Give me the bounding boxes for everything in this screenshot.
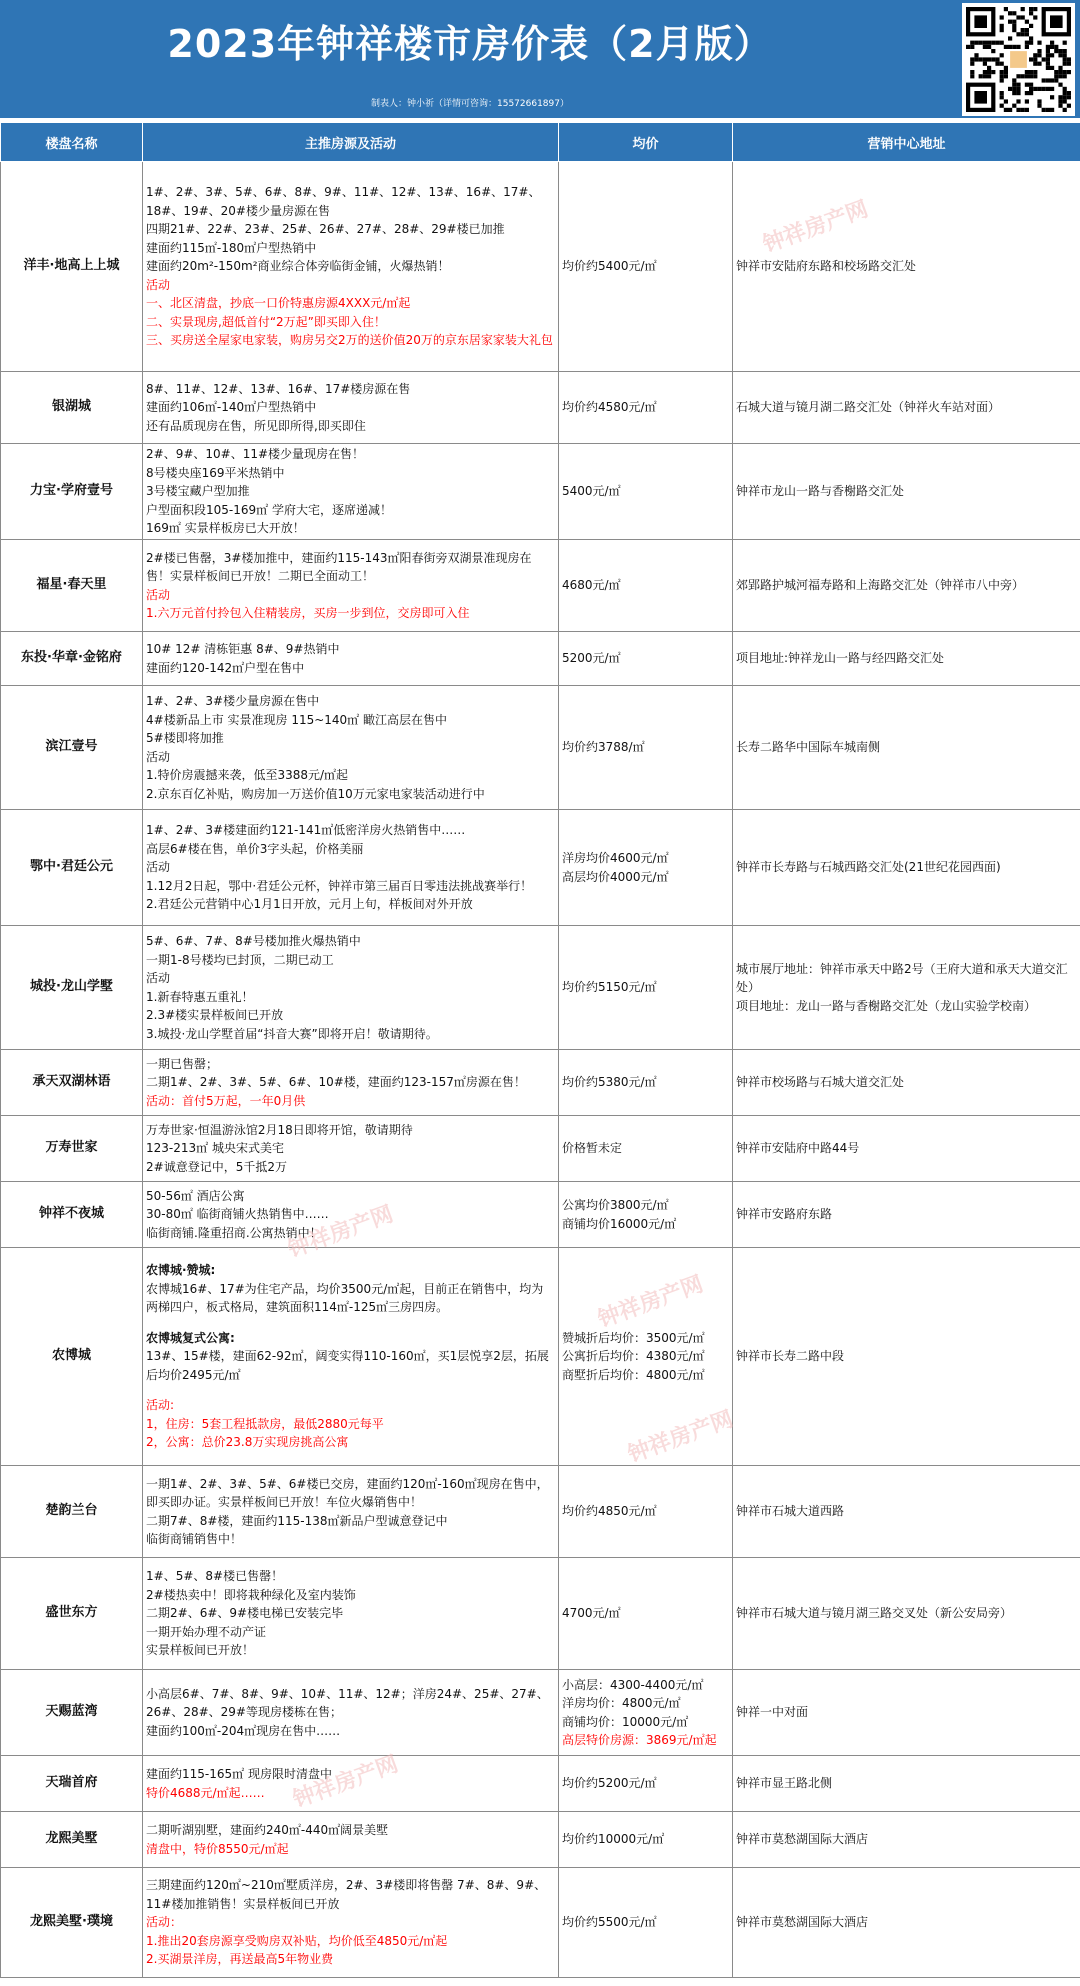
promo-line: 三、买房送全屋家电家装，购房另交2万的送价值20万的京东居家家装大礼包 <box>146 333 553 348</box>
promo-line: 2，公寓：总价23.8万实现房挑高公寓 <box>146 1435 349 1450</box>
promo-line: 清盘中，特价8550元/㎡起 <box>146 1841 289 1856</box>
table-row <box>1 1812 1080 1868</box>
price-cell <box>559 1050 733 1116</box>
project-name: 盛世东方 <box>1 1558 143 1670</box>
address-cell <box>733 1756 1080 1812</box>
address-line: 钟祥市莫愁湖国际大酒店 <box>736 1832 869 1847</box>
table-row <box>1 926 1080 1050</box>
address-line: 钟祥市石城大道西路 <box>736 1504 845 1519</box>
promo-line: 高层6#楼在售，单价3字头起，价格美丽 <box>146 841 364 856</box>
promo-cell <box>143 926 559 1050</box>
price-line: 均价约5380元/㎡ <box>562 1075 657 1090</box>
promo-line: 30-80㎡ 临街商铺火热销售中…… <box>146 1207 329 1222</box>
page-subtitle: 制表人：钟小祈（详情可咨询：15572661897） <box>371 99 569 109</box>
price-cell <box>559 926 733 1050</box>
promo-line: 1.特价房震撼来袭，低至3388元/㎡起 <box>146 768 349 782</box>
watermark: 钟祥房产网 <box>289 1751 402 1813</box>
table-row <box>1 632 1080 686</box>
promo-line: 活动 <box>146 277 171 292</box>
project-name: 钟祥不夜城 <box>1 1182 143 1248</box>
address-line: 钟祥市安路府东路 <box>736 1207 833 1222</box>
promo-line: 2#楼热卖中！即将栽种绿化及室内装饰 <box>146 1587 356 1602</box>
promo-line: 一期开始办理不动产证 <box>146 1624 267 1639</box>
project-name: 天赐蓝湾 <box>1 1670 143 1756</box>
table-row <box>1 1116 1080 1182</box>
promo-cell <box>143 1116 559 1182</box>
qr-code-icon <box>962 3 1075 116</box>
project-name: 力宝·学府壹号 <box>1 444 143 540</box>
price-cell <box>559 1116 733 1182</box>
promo-line: 活动: <box>146 1398 175 1413</box>
project-name: 滨江壹号 <box>1 686 143 810</box>
price-line: 洋房均价4600元/㎡ <box>562 851 669 865</box>
promo-cell <box>143 1670 559 1756</box>
price-line: 4700元/㎡ <box>562 1606 621 1621</box>
promo-line: 二期2#、6#、9#楼电梯已安装完毕 <box>146 1606 344 1621</box>
address-cell <box>733 1248 1080 1466</box>
price-line: 高层均价4000元/㎡ <box>562 869 669 884</box>
table-header-row <box>1 123 1080 162</box>
price-cell <box>559 1466 733 1558</box>
price-cell <box>559 372 733 444</box>
promo-line: 建面约100㎡-204㎡现房在售中…… <box>146 1723 341 1738</box>
address-cell <box>733 632 1080 686</box>
promo-line: 4#楼新品上市 实景准现房 115~140㎡ 瞰江高层在售中 <box>146 712 447 727</box>
project-name: 东投·华章·金铭府 <box>1 632 143 686</box>
promo-line: 农博城·赞城: <box>146 1263 216 1278</box>
address-cell <box>733 1466 1080 1558</box>
promo-cell <box>143 1756 559 1812</box>
promo-cell <box>143 632 559 686</box>
address-cell <box>733 372 1080 444</box>
address-cell <box>733 1050 1080 1116</box>
promo-line: 活动 <box>146 860 171 875</box>
promo-line: 5#、6#、7#、8#号楼加推火爆热销中 <box>146 934 361 948</box>
promo-line: 建面约115-165㎡ 现房限时清盘中 <box>146 1767 332 1781</box>
col-header-address: 营销中心地址 <box>733 123 1080 162</box>
promo-line: 13#、15#楼，建面62-92㎡，阔变实得110-160㎡，买1层悦享2层，拓展后均价2495元/㎡ <box>146 1349 549 1382</box>
promo-line: 8号楼央座169平米热销中 <box>146 465 285 480</box>
promo-cell <box>143 372 559 444</box>
promo-line: 1.推出20套房源享受购房双补贴，均价低至4850元/㎡起 <box>146 1933 448 1948</box>
watermark: 钟祥房产网 <box>759 196 872 258</box>
price-cell <box>559 1670 733 1756</box>
table-row <box>1 1670 1080 1756</box>
promo-line: 户型面积段105-169㎡ 学府大宅，逐席递减！ <box>146 502 392 517</box>
price-line: 高层特价房源：3869元/㎡起 <box>562 1733 717 1747</box>
promo-cell <box>143 1050 559 1116</box>
watermark: 钟祥房产网 <box>594 1271 707 1333</box>
promo-line: 三期建面约120㎡~210㎡墅质洋房，2#、3#楼即将售罄 7#、8#、9#、11#楼加推销售！实景样板间已开放 <box>146 1878 547 1911</box>
price-cell <box>559 1812 733 1868</box>
price-line: 商铺均价16000元/㎡ <box>562 1216 677 1231</box>
watermark: 钟祥房产网 <box>624 1406 737 1468</box>
promo-line: 169㎡ 实景样板房已大开放！ <box>146 521 305 536</box>
project-name: 农博城 <box>1 1248 143 1466</box>
promo-line: 二期1#、2#、3#、5#、6#、10#楼，建面约123-157㎡房源在售！ <box>146 1075 526 1090</box>
promo-cell <box>143 1868 559 1978</box>
address-line: 项目地址:钟祥龙山一路与经四路交汇处 <box>736 651 945 666</box>
promo-line: 二期听湖别墅，建面约240㎡-440㎡阔景美墅 <box>146 1823 389 1837</box>
project-name: 龙熙美墅 <box>1 1812 143 1868</box>
address-line: 钟祥一中对面 <box>736 1705 809 1720</box>
promo-cell <box>143 1558 559 1670</box>
promo-line: 2#楼已售罄，3#楼加推中，建面约115-143㎡阳春街旁双湖景准现房在售！实景样板间已开放！二期已全面动工！ <box>146 550 532 583</box>
price-line: 均价约10000元/㎡ <box>562 1832 665 1847</box>
price-line: 均价约5150元/㎡ <box>562 980 657 995</box>
price-cell <box>559 1558 733 1670</box>
address-cell <box>733 1868 1080 1978</box>
price-cell <box>559 1868 733 1978</box>
page-title: 2023年钟祥楼市房价表（2月版） <box>167 22 773 66</box>
promo-line: 实景样板间已开放！ <box>146 1643 255 1658</box>
address-line: 钟祥市安陆府东路和校场路交汇处 <box>736 259 917 274</box>
col-header-price: 均价 <box>559 123 733 162</box>
table-row <box>1 1756 1080 1812</box>
promo-line: 2.君廷公元营销中心1月1日开放，元月上旬，样板间对外开放 <box>146 897 473 912</box>
table-row <box>1 1868 1080 1978</box>
promo-line: 1#、2#、3#楼建面约121-141㎡低密洋房火热销售中…… <box>146 823 466 838</box>
watermark: 钟祥房产网 <box>284 1201 397 1263</box>
promo-line: 1，住房：5套工程抵款房，最低2880元每平 <box>146 1416 384 1431</box>
address-cell <box>733 444 1080 540</box>
project-name: 福星·春天里 <box>1 540 143 632</box>
price-line: 均价约5500元/㎡ <box>562 1915 657 1930</box>
promo-line: 小高层6#、7#、8#、9#、10#、11#、12#；洋房24#、25#、27#、26#、28#、29#等现房楼栋在售； <box>146 1686 549 1720</box>
promo-line <box>146 1384 555 1396</box>
promo-line: 50-56㎡ 酒店公寓 <box>146 1188 245 1203</box>
address-line: 项目地址：龙山一路与香榭路交汇处（龙山实验学校南） <box>736 998 1037 1013</box>
promo-line: 农博城16#、17#为住宅产品，均价3500元/㎡起，目前正在销售中，均为两梯四户，板式格局，建筑面积114㎡-125㎡三房四房。 <box>146 1281 544 1315</box>
promo-line: 建面约20m²-150m²商业综合体旁临街金铺，火爆热销！ <box>146 259 450 274</box>
promo-line: 四期21#、22#、23#、25#、26#、27#、28#、29#楼已加推 <box>146 222 505 237</box>
address-cell <box>733 1182 1080 1248</box>
promo-line: 3.城投·龙山学墅首届“抖音大赛”即将开启！敬请期待。 <box>146 1026 438 1041</box>
project-name: 天瑞首府 <box>1 1756 143 1812</box>
price-line: 均价约5400元/㎡ <box>562 259 657 274</box>
project-name: 银湖城 <box>1 372 143 444</box>
promo-line: 1#、2#、3#、5#、6#、8#、9#、11#、12#、13#、16#、17#、18#、19#、20#楼少量房源在售 <box>146 185 541 218</box>
project-name: 楚韵兰台 <box>1 1466 143 1558</box>
project-name: 承天双湖林语 <box>1 1050 143 1116</box>
price-line: 4680元/㎡ <box>562 578 621 593</box>
price-line: 洋房均价：4800元/㎡ <box>562 1696 681 1710</box>
promo-line: 一、北区清盘，抄底一口价特惠房源4XXX元/㎡起 <box>146 296 411 311</box>
table-row <box>1 1182 1080 1248</box>
promo-line: 10# 12# 清栋钜惠 8#、9#热销中 <box>146 642 340 656</box>
promo-line: 1#、2#、3#楼少量房源在售中 <box>146 694 320 708</box>
project-name: 龙熙美墅·璞境 <box>1 1868 143 1978</box>
price-cell <box>559 632 733 686</box>
price-cell <box>559 810 733 926</box>
promo-line: 2#诚意登记中，5千抵2万 <box>146 1159 287 1174</box>
promo-line: 123-213㎡ 城央宋式美宅 <box>146 1141 284 1156</box>
address-cell <box>733 810 1080 926</box>
table-row <box>1 540 1080 632</box>
table-row <box>1 1558 1080 1670</box>
address-cell <box>733 926 1080 1050</box>
promo-cell <box>143 810 559 926</box>
col-header-name: 楼盘名称 <box>1 123 143 162</box>
address-cell <box>733 540 1080 632</box>
address-line: 钟祥市石城大道与镜月湖三路交叉处（新公安局旁） <box>736 1606 1013 1621</box>
table-row <box>1 686 1080 810</box>
promo-line: 万寿世家·恒温游泳馆2月18日即将开馆，敬请期待 <box>146 1122 413 1137</box>
promo-line: 二、实景现房,超低首付“2万起”即买即入住！ <box>146 314 386 329</box>
promo-line: 活动： <box>146 1915 183 1930</box>
promo-cell <box>143 540 559 632</box>
price-line: 赞城折后均价：3500元/㎡ <box>562 1330 705 1345</box>
address-cell <box>733 1116 1080 1182</box>
promo-cell <box>143 162 559 372</box>
address-line: 钟祥市安陆府中路44号 <box>736 1141 860 1156</box>
promo-line: 2.买湖景洋房，再送最高5年物业费 <box>146 1952 334 1967</box>
promo-line: 2.3#楼实景样板间已开放 <box>146 1008 284 1022</box>
price-line: 均价约5200元/㎡ <box>562 1776 657 1791</box>
price-line: 商墅折后均价：4800元/㎡ <box>562 1367 705 1382</box>
table-body <box>1 162 1080 1978</box>
table-row <box>1 372 1080 444</box>
promo-line: 1.六万元首付拎包入住精装房，买房一步到位，交房即可入住 <box>146 606 470 620</box>
price-line: 均价约4580元/㎡ <box>562 400 657 415</box>
promo-line: 一期1-8号楼均已封顶，二期已动工 <box>146 952 334 967</box>
table-row <box>1 444 1080 540</box>
promo-line: 2.京东百亿补贴，购房加一万送价值10万元家电家装活动进行中 <box>146 786 485 801</box>
address-line: 长寿二路华中国际车城南侧 <box>736 740 881 755</box>
project-name: 鄂中·君廷公元 <box>1 810 143 926</box>
table-row <box>1 1248 1080 1466</box>
col-header-promo: 主推房源及活动 <box>143 123 559 162</box>
price-line: 公寓折后均价：4380元/㎡ <box>562 1349 705 1364</box>
promo-line: 建面约106㎡-140㎡户型热销中 <box>146 400 317 415</box>
price-cell <box>559 1182 733 1248</box>
promo-cell <box>143 1812 559 1868</box>
price-line: 均价约4850元/㎡ <box>562 1504 657 1519</box>
price-cell <box>559 444 733 540</box>
promo-line: 1.新春特惠五重礼！ <box>146 989 254 1004</box>
promo-line: 8#、11#、12#、13#、16#、17#楼房源在售 <box>146 381 411 396</box>
project-name: 城投·龙山学墅 <box>1 926 143 1050</box>
price-line: 小高层：4300-4400元/㎡ <box>562 1677 704 1692</box>
table-row <box>1 162 1080 372</box>
address-line: 钟祥市长寿路与石城西路交汇处(21世纪花园西面) <box>736 860 1001 875</box>
promo-cell <box>143 1182 559 1248</box>
address-line: 钟祥市校场路与石城大道交汇处 <box>736 1075 905 1090</box>
promo-line: 活动 <box>146 749 171 764</box>
promo-line <box>146 1317 555 1329</box>
price-cell <box>559 1756 733 1812</box>
address-cell <box>733 686 1080 810</box>
promo-cell <box>143 686 559 810</box>
address-line: 钟祥市长寿二路中段 <box>736 1349 845 1364</box>
price-cell <box>559 686 733 810</box>
table-row <box>1 1466 1080 1558</box>
project-name: 洋丰·地高上上城 <box>1 162 143 372</box>
promo-line: 2#、9#、10#、11#楼少量现房在售！ <box>146 447 365 462</box>
promo-line: 农博城复式公寓: <box>146 1330 235 1345</box>
promo-cell <box>143 1248 559 1466</box>
promo-line: 一期1#、2#、3#、5#、6#楼已交房，建面约120㎡-160㎡现房在售中，即买即办证。实景样板间已开放！车位火爆销售中！ <box>146 1476 549 1509</box>
promo-line: 1#、5#、8#楼已售罄！ <box>146 1569 284 1584</box>
price-line: 商铺均价：10000元/㎡ <box>562 1714 689 1729</box>
promo-line: 临街商铺.隆重招商.公寓热销中！ <box>146 1225 322 1240</box>
address-line: 钟祥市显王路北侧 <box>736 1776 833 1791</box>
promo-line: 活动 <box>146 587 171 602</box>
address-cell <box>733 1670 1080 1756</box>
address-line: 石城大道与镜月湖二路交汇处（钟祥火车站对面） <box>736 400 1001 415</box>
price-cell <box>559 1248 733 1466</box>
promo-line: 5#楼即将加推 <box>146 731 224 745</box>
address-cell <box>733 1558 1080 1670</box>
price-line: 价格暂未定 <box>562 1141 623 1156</box>
price-line: 公寓均价3800元/㎡ <box>562 1198 669 1212</box>
promo-cell <box>143 1466 559 1558</box>
address-line: 郊郢路护城河福寿路和上海路交汇处（钟祥市八中旁） <box>736 578 1025 593</box>
address-cell <box>733 1812 1080 1868</box>
project-name: 万寿世家 <box>1 1116 143 1182</box>
promo-line: 1.12月2日起，鄂中·君廷公元杯，钟祥市第三届百日零违法挑战赛举行！ <box>146 878 533 893</box>
price-line: 5200元/㎡ <box>562 651 621 666</box>
promo-cell <box>143 444 559 540</box>
table-row <box>1 810 1080 926</box>
promo-line: 建面约120-142㎡户型在售中 <box>146 660 305 675</box>
promo-line: 活动：首付5万起，一年0月供 <box>146 1093 306 1108</box>
promo-line: 活动 <box>146 971 171 985</box>
address-line: 城市展厅地址：钟祥市承天中路2号（王府大道和承天大道交汇处） <box>736 961 1068 995</box>
promo-line: 二期7#、8#楼，建面约115-138㎡新品户型诚意登记中 <box>146 1513 448 1528</box>
promo-line: 临街商铺销售中！ <box>146 1532 243 1546</box>
address-line: 钟祥市莫愁湖国际大酒店 <box>736 1915 869 1930</box>
price-line: 均价约3788/㎡ <box>562 740 645 755</box>
address-line: 钟祥市龙山一路与香榭路交汇处 <box>736 484 905 499</box>
promo-line: 一期已售罄； <box>146 1056 219 1071</box>
promo-line: 特价4688元/㎡起…… <box>146 1785 265 1800</box>
address-cell <box>733 162 1080 372</box>
price-line: 5400元/㎡ <box>562 484 621 499</box>
price-table <box>0 122 1080 1978</box>
promo-line: 还有品质现房在售，所见即所得,即买即住 <box>146 418 366 433</box>
price-cell <box>559 162 733 372</box>
price-cell <box>559 540 733 632</box>
table-row <box>1 1050 1080 1116</box>
promo-line: 建面约115㎡-180㎡户型热销中 <box>146 240 317 255</box>
promo-line: 3号楼宝藏户型加推 <box>146 484 250 499</box>
